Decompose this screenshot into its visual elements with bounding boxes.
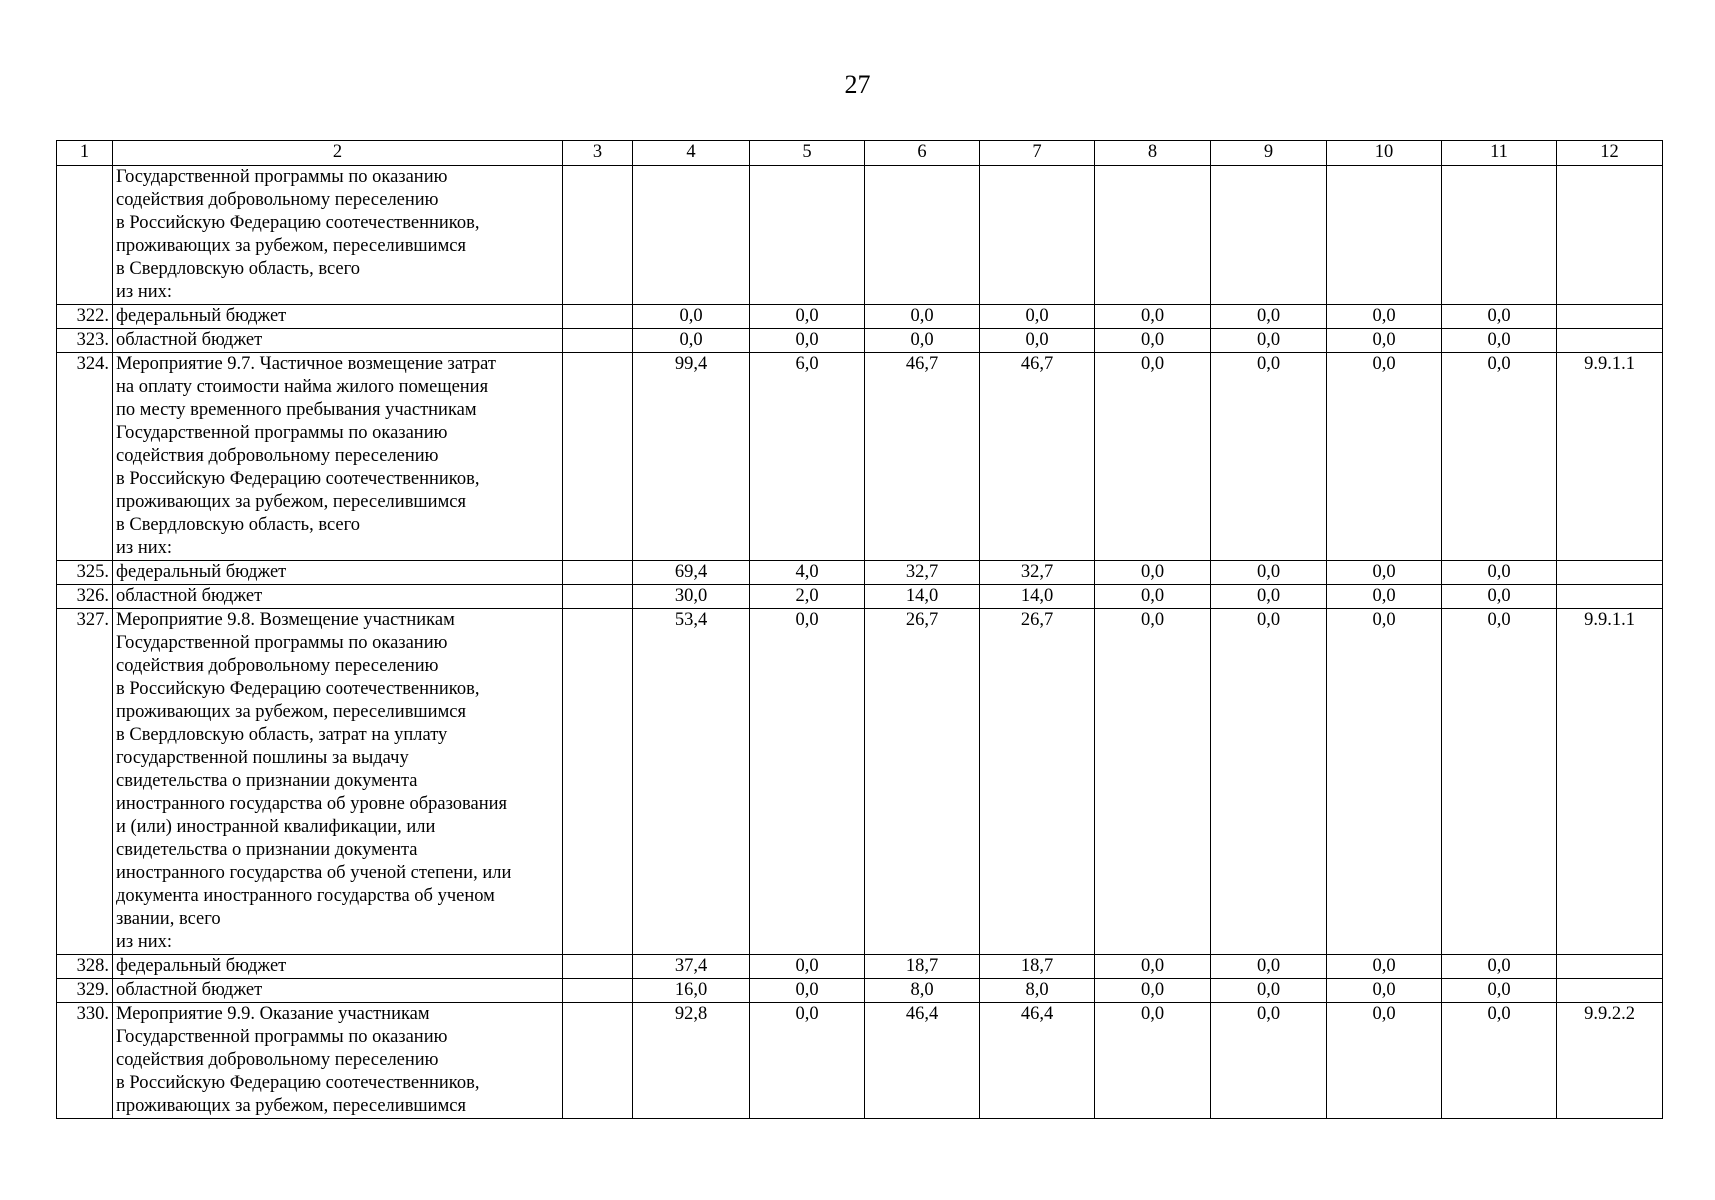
row-value: 99,4 xyxy=(633,353,750,561)
row-value: 0,0 xyxy=(1095,979,1211,1003)
table-row xyxy=(57,561,1663,585)
row-value xyxy=(1211,166,1327,305)
row-value: 46,4 xyxy=(980,1003,1095,1119)
row-target-code xyxy=(1557,329,1663,353)
row-target-code xyxy=(1557,585,1663,609)
row-value xyxy=(1442,166,1557,305)
row-number xyxy=(57,166,113,305)
row-value: 0,0 xyxy=(1327,585,1442,609)
row-value: 26,7 xyxy=(980,609,1095,955)
row-value: 26,7 xyxy=(865,609,980,955)
table-row xyxy=(57,955,1663,979)
table-row xyxy=(57,305,1663,329)
row-description: областной бюджет xyxy=(113,585,563,609)
row-value: 0,0 xyxy=(633,305,750,329)
row-value xyxy=(980,166,1095,305)
row-value: 32,7 xyxy=(980,561,1095,585)
column-header: 8 xyxy=(1095,141,1211,166)
row-col3 xyxy=(563,353,633,561)
row-value: 0,0 xyxy=(1442,561,1557,585)
column-header: 7 xyxy=(980,141,1095,166)
table-row xyxy=(57,609,1663,955)
row-value: 0,0 xyxy=(750,329,865,353)
row-value: 0,0 xyxy=(750,305,865,329)
page-number: 27 xyxy=(844,70,871,99)
row-value: 0,0 xyxy=(1211,609,1327,955)
row-value: 0,0 xyxy=(750,1003,865,1119)
row-col3 xyxy=(563,329,633,353)
row-number: 327. xyxy=(57,609,113,955)
row-col3 xyxy=(563,1003,633,1119)
row-value: 0,0 xyxy=(1442,979,1557,1003)
row-number: 324. xyxy=(57,353,113,561)
row-value: 0,0 xyxy=(1327,305,1442,329)
column-header: 2 xyxy=(113,141,563,166)
table-row xyxy=(57,166,1663,305)
column-header: 11 xyxy=(1442,141,1557,166)
row-value: 0,0 xyxy=(1327,329,1442,353)
row-value: 0,0 xyxy=(980,329,1095,353)
row-value: 2,0 xyxy=(750,585,865,609)
row-value: 14,0 xyxy=(865,585,980,609)
row-value: 0,0 xyxy=(1442,955,1557,979)
column-header: 12 xyxy=(1557,141,1663,166)
row-value xyxy=(1327,166,1442,305)
row-description: федеральный бюджет xyxy=(113,305,563,329)
row-col3 xyxy=(563,305,633,329)
row-number: 330. xyxy=(57,1003,113,1119)
row-target-code xyxy=(1557,166,1663,305)
row-value xyxy=(633,166,750,305)
row-description: Мероприятие 9.7. Частичное возмещение затрат на оплату стоимости найма жилого помещения по месту временного пребывания участникам Государственной программы по оказанию содействия добровольному переселению в Российскую Федерацию соотечественников, проживающих за рубежом, переселившимся в Свердловскую область, всего из них: xyxy=(113,353,563,561)
row-value: 0,0 xyxy=(1211,329,1327,353)
row-value: 0,0 xyxy=(865,329,980,353)
row-value: 0,0 xyxy=(750,955,865,979)
row-value: 0,0 xyxy=(1211,1003,1327,1119)
row-description: Мероприятие 9.8. Возмещение участникам Государственной программы по оказанию содействия добровольному переселению в Российскую Федерацию соотечественников, проживающих за рубежом, переселившимся в Свердловскую область, затрат на уплату государственной пошлины за выдачу свидетельства о признании документа иностранного государства об уровне образования и (или) иностранной квалификации, или свидетельства о признании документа иностранного государства об ученой степени, или документа иностранного государства об ученом звании, всего из них: xyxy=(113,609,563,955)
row-number: 328. xyxy=(57,955,113,979)
row-value: 0,0 xyxy=(1442,329,1557,353)
row-target-code: 9.9.1.1 xyxy=(1557,353,1663,561)
column-header: 1 xyxy=(57,141,113,166)
row-value: 0,0 xyxy=(1327,353,1442,561)
row-number: 323. xyxy=(57,329,113,353)
row-value: 37,4 xyxy=(633,955,750,979)
row-value: 0,0 xyxy=(1327,955,1442,979)
row-value: 69,4 xyxy=(633,561,750,585)
row-value: 0,0 xyxy=(1442,585,1557,609)
row-value xyxy=(750,166,865,305)
row-value: 0,0 xyxy=(1095,1003,1211,1119)
row-value: 0,0 xyxy=(750,609,865,955)
row-value xyxy=(1095,166,1211,305)
row-col3 xyxy=(563,979,633,1003)
row-value: 0,0 xyxy=(1095,353,1211,561)
row-value: 30,0 xyxy=(633,585,750,609)
row-col3 xyxy=(563,955,633,979)
row-value: 0,0 xyxy=(1211,561,1327,585)
row-target-code xyxy=(1557,955,1663,979)
column-header: 10 xyxy=(1327,141,1442,166)
row-value: 0,0 xyxy=(1095,561,1211,585)
row-description: федеральный бюджет xyxy=(113,561,563,585)
row-target-code: 9.9.2.2 xyxy=(1557,1003,1663,1119)
row-value: 0,0 xyxy=(1095,329,1211,353)
row-value: 0,0 xyxy=(1095,609,1211,955)
row-value: 0,0 xyxy=(1211,305,1327,329)
table-row xyxy=(57,329,1663,353)
budget-table xyxy=(56,140,1663,1119)
row-col3 xyxy=(563,561,633,585)
row-value: 53,4 xyxy=(633,609,750,955)
table-row xyxy=(57,979,1663,1003)
column-header: 5 xyxy=(750,141,865,166)
row-value xyxy=(865,166,980,305)
row-number: 325. xyxy=(57,561,113,585)
row-target-code xyxy=(1557,561,1663,585)
row-description: Государственной программы по оказанию содействия добровольному переселению в Российскую Федерацию соотечественников, проживающих за рубежом, переселившимся в Свердловскую область, всего из них: xyxy=(113,166,563,305)
row-value: 0,0 xyxy=(1095,585,1211,609)
row-value: 0,0 xyxy=(980,305,1095,329)
row-value: 8,0 xyxy=(980,979,1095,1003)
column-header: 9 xyxy=(1211,141,1327,166)
row-value: 0,0 xyxy=(1211,979,1327,1003)
table-row xyxy=(57,1003,1663,1119)
row-value: 46,4 xyxy=(865,1003,980,1119)
row-target-code xyxy=(1557,305,1663,329)
column-header: 3 xyxy=(563,141,633,166)
column-header: 4 xyxy=(633,141,750,166)
row-number: 329. xyxy=(57,979,113,1003)
row-value: 46,7 xyxy=(865,353,980,561)
table-row xyxy=(57,353,1663,561)
row-value: 0,0 xyxy=(1442,305,1557,329)
row-value: 0,0 xyxy=(1442,609,1557,955)
table-header-row xyxy=(57,141,1663,166)
row-value: 14,0 xyxy=(980,585,1095,609)
column-header: 6 xyxy=(865,141,980,166)
row-number: 322. xyxy=(57,305,113,329)
row-col3 xyxy=(563,609,633,955)
row-description: областной бюджет xyxy=(113,979,563,1003)
row-target-code xyxy=(1557,979,1663,1003)
row-col3 xyxy=(563,585,633,609)
row-value: 0,0 xyxy=(1211,353,1327,561)
row-value: 0,0 xyxy=(633,329,750,353)
row-value: 0,0 xyxy=(1327,561,1442,585)
row-value: 18,7 xyxy=(980,955,1095,979)
row-value: 0,0 xyxy=(750,979,865,1003)
row-description: областной бюджет xyxy=(113,329,563,353)
row-value: 6,0 xyxy=(750,353,865,561)
row-value: 0,0 xyxy=(1211,585,1327,609)
row-value: 0,0 xyxy=(1327,609,1442,955)
row-value: 0,0 xyxy=(1095,305,1211,329)
row-description: федеральный бюджет xyxy=(113,955,563,979)
row-col3 xyxy=(563,166,633,305)
row-value: 0,0 xyxy=(1442,353,1557,561)
table-row xyxy=(57,585,1663,609)
row-value: 16,0 xyxy=(633,979,750,1003)
row-value: 0,0 xyxy=(1095,955,1211,979)
row-value: 32,7 xyxy=(865,561,980,585)
row-value: 0,0 xyxy=(1327,979,1442,1003)
row-description: Мероприятие 9.9. Оказание участникам Государственной программы по оказанию содействия добровольному переселению в Российскую Федерацию соотечественников, проживающих за рубежом, переселившимся xyxy=(113,1003,563,1119)
row-value: 0,0 xyxy=(1327,1003,1442,1119)
row-number: 326. xyxy=(57,585,113,609)
row-target-code: 9.9.1.1 xyxy=(1557,609,1663,955)
row-value: 8,0 xyxy=(865,979,980,1003)
row-value: 0,0 xyxy=(865,305,980,329)
row-value: 0,0 xyxy=(1211,955,1327,979)
row-value: 92,8 xyxy=(633,1003,750,1119)
row-value: 0,0 xyxy=(1442,1003,1557,1119)
row-value: 46,7 xyxy=(980,353,1095,561)
row-value: 18,7 xyxy=(865,955,980,979)
row-value: 4,0 xyxy=(750,561,865,585)
